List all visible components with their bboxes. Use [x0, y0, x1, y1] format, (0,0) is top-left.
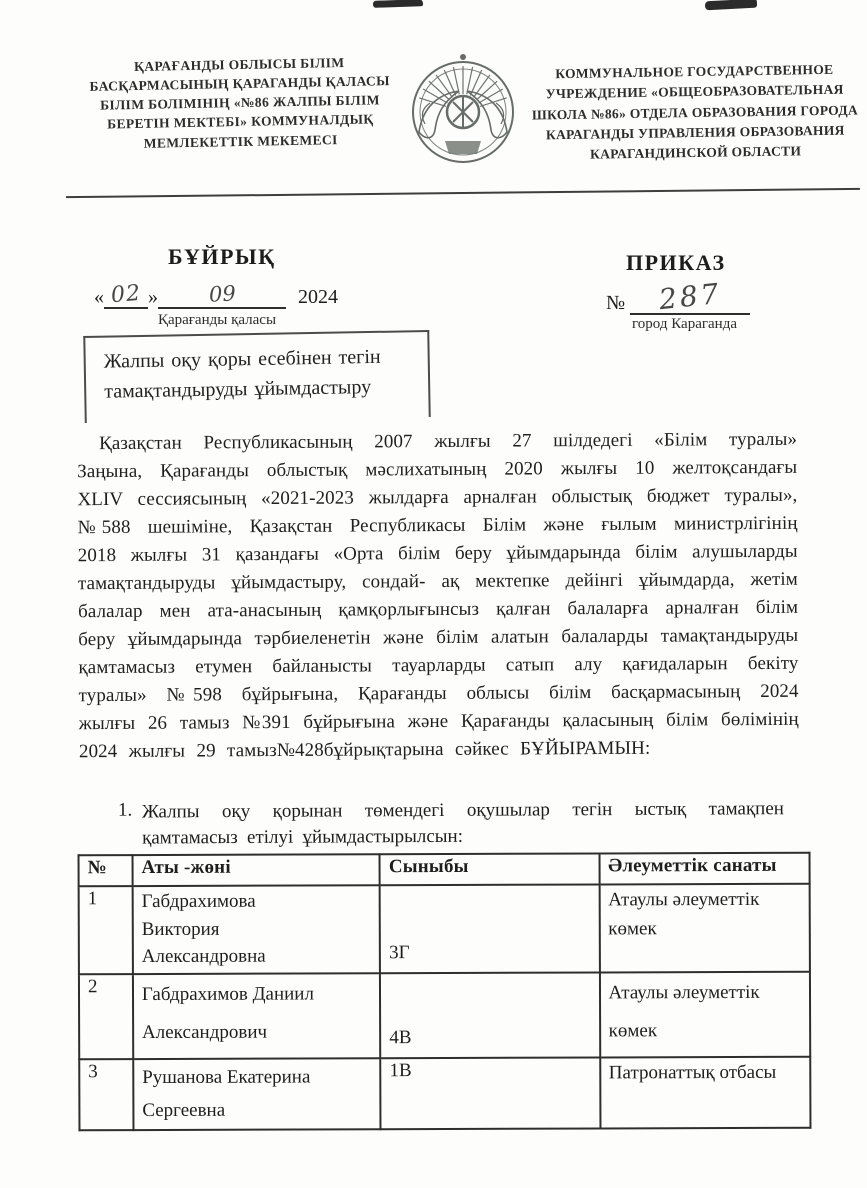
row-number: 3: [79, 1059, 133, 1131]
order-number-line: [606, 276, 750, 317]
student-grade: 1В: [380, 1057, 599, 1129]
student-name: Габдрахимов Даниил Александрович: [133, 973, 381, 1059]
date-month-blank: [158, 282, 286, 309]
student-grade: 3Г: [380, 884, 600, 972]
order-preamble-paragraph: Қазақстан Республикасының 2007 жылғы 27 шілдедегі «Білім туралы» Заңына, Қарағанды облыстық мәслихатының 2020 жылғы 10 желтоқсандағы XLIV сессиясының «2021-2023 жылдарға арналған облыстық бюджет туралы», №588 шешіміне, Қазақстан Республикасы Білім және ғылым министрлігінің 2018 жылғы 31 қазандағы «Орта білім беру ұйымдарында білім алушыларды тамақтандыруды ұйымдастыру, сондай- ақ мектепке дейінгі ұйымдарда, жетім балалар мен ата-анасының қамқорлығынсыз қалған балаларға арналған білім беру ұйымдарында тәрбиеленетін және білім алатын балаларды тамақтандыруды қамтамасыз етумен байланысты тауарларды сатып алу қағидаларын бекіту туралы» №598 бұйрығына, Қарағанды облысы білім басқармасының 2024 жылғы 26 тамыз №391 бұйрығына және Қарағанды қаласының білім бөлімінің 2024 жылғы 29 тамыз№428бұйрықтарына сәйкес БҰЙЫРАМЫН:: [77, 428, 799, 763]
col-header-grade: Сыныбы: [380, 853, 599, 885]
date-quote-open: «: [94, 286, 104, 308]
order-date-line: [94, 282, 338, 309]
order-subject-box: Жалпы оқу қоры есебінен тегін тамақтандыруды ұйымдастыру: [83, 330, 430, 423]
date-year: 2024: [298, 286, 338, 308]
order-title-russian: ПРИКАЗ: [626, 250, 726, 275]
order-number-blank: [630, 276, 750, 317]
issue-place-kazakh: Қарағанды қаласы: [157, 312, 277, 328]
order-item-1-text: Жалпы оқу қорынан төмендегі оқушылар тегін ыстық тамақпен қамтамасыз етілуі ұйымдастырылсын:: [141, 798, 784, 849]
col-header-number: №: [79, 855, 133, 886]
order-title-kazakh: БҰЙРЫҚ: [168, 244, 276, 269]
order-number-handwritten: 287: [657, 276, 723, 317]
student-grade: 4В: [380, 972, 600, 1058]
org-name-russian: КОММУНАЛЬНОЕ ГОСУДАРСТВЕННОЕ УЧРЕЖДЕНИЕ «ОБЩЕОБРАЗОВАТЕЛЬНАЯ ШКОЛА №86» ОТДЕЛА ОБРАЗОВАНИЯ ГОРОДА КАРАГАНДЫ УПРАВЛЕНИЯ ОБРАЗОВАНИЯ КАРАГАНДИНСКОЙ ОБЛАСТИ: [531, 61, 859, 162]
row-number: 2: [79, 974, 133, 1059]
row-number: 1: [79, 886, 133, 974]
col-header-name: Аты -жөні: [132, 854, 379, 886]
scan-artifact-top-right: [705, 0, 757, 10]
kazakhstan-emblem-icon: [402, 44, 524, 176]
org-name-kazakh: ҚАРАҒАНДЫ ОБЛЫСЫ БІЛІМ БАСҚАРМАСЫНЫҢ ҚАРАГАНДЫ ҚАЛАСЫ БІЛІМ БОЛІМІНІҢ «№86 ЖАЛПЫ БІЛІМ БЕРЕТІН МЕКТЕБІ» КОММУНАЛДЫҚ МЕМЛЕКЕТТІК МЕКЕМЕСІ: [89, 54, 390, 151]
header-divider-line: [66, 188, 860, 198]
table-header-row: [79, 853, 810, 887]
student-category: Атаулы әлеуметтік көмек: [599, 884, 810, 972]
order-item-1: [78, 796, 784, 852]
student-category: Атаулы әлеуметтік көмек: [599, 971, 810, 1057]
student-category: Патронаттық отбасы: [600, 1056, 811, 1128]
date-month-handwritten: 09: [208, 281, 236, 307]
students-table: [78, 852, 812, 1132]
date-day-blank: [104, 282, 148, 309]
table-row: [79, 884, 810, 974]
order-item-1-number: 1.: [117, 799, 133, 821]
scan-artifact-top-left: [373, 0, 423, 8]
table-row: [79, 1056, 810, 1130]
table-row: [79, 971, 810, 1059]
student-name: Рушанова Екатерина Сергеевна: [133, 1058, 381, 1130]
date-quote-close: »: [148, 286, 158, 308]
col-header-category: Әлеуметтік санаты: [599, 853, 810, 885]
number-sign: №: [606, 292, 626, 314]
issue-place-russian: город Караганда: [632, 316, 737, 332]
student-name: Габдрахимова Виктория Александровна: [133, 885, 381, 974]
date-day-handwritten: 02: [109, 280, 143, 309]
